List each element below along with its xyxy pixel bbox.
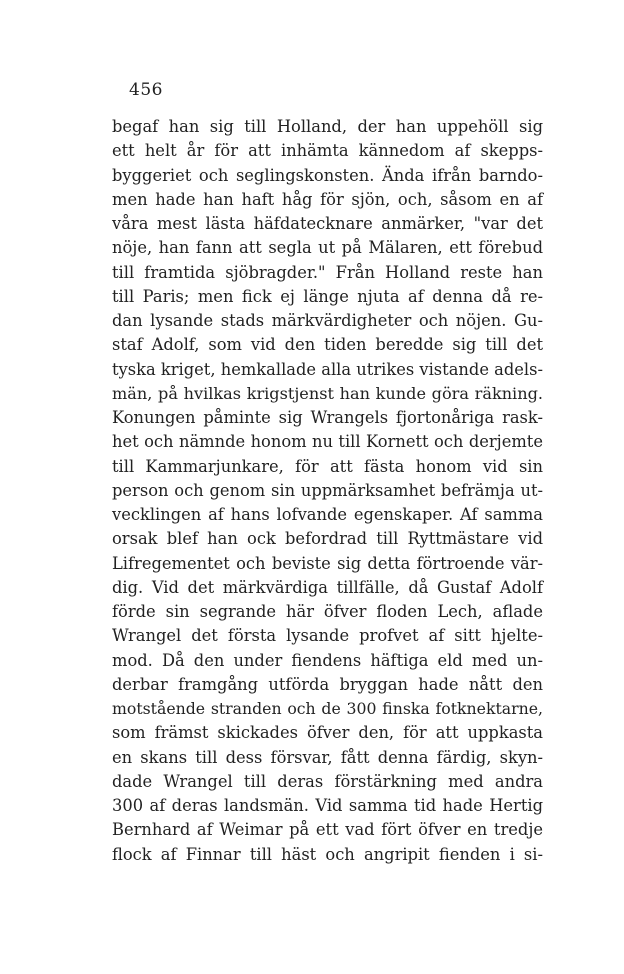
text-line: byggeriet och seglingskonsten. Ända ifrån barndo-	[112, 165, 543, 185]
text-line: dig. Vid det märkvärdiga tillfälle, då Gustaf Adolf	[112, 577, 543, 597]
text-line: begaf han sig till Holland, der han uppehöll sig	[112, 117, 543, 136]
text-line: nöje, han fann att segla ut på Mälaren, ett förebud	[112, 238, 543, 258]
body-text	[112, 115, 543, 867]
text-line: Wrangel det första lysande profvet af sitt hjelte-	[112, 626, 543, 646]
text-line: flock af Finnar till häst och angripit fienden i si-	[112, 844, 543, 864]
text-line: till framtida sjöbragder." Från Holland reste han	[112, 262, 543, 282]
page-number: 456	[129, 80, 163, 100]
text-line: förde sin segrande här öfver floden Lech, aflade	[112, 602, 543, 621]
text-line: Konungen påminte sig Wrangels fjortonåriga rask-	[112, 408, 543, 427]
text-line: Bernhard af Weimar på ett vad fört öfver en tredje	[112, 820, 543, 840]
text-line: ett helt år för att inhämta kännedom af skepps-	[112, 141, 543, 161]
text-line: derbar framgång utförda bryggan hade nått den	[112, 674, 543, 694]
text-line: dan lysande stads märkvärdigheter och nöjen. Gu-	[112, 311, 543, 330]
text-line: het och nämnde honom nu till Kornett och derjemte	[112, 432, 543, 452]
text-line: män, på hvilkas krigstjenst han kunde göra räkning.	[112, 383, 543, 403]
text-line: staf Adolf, som vid den tiden beredde sig till det	[112, 335, 543, 355]
text-line: till Kammarjunkare, för att fästa honom vid sin	[112, 456, 543, 476]
text-line: en skans till dess försvar, fått denna färdig, skyn-	[112, 747, 543, 767]
text-line: till Paris; men fick ej länge njuta af denna då re-	[112, 286, 543, 306]
text-line: dade Wrangel till deras förstärkning med andra	[112, 771, 543, 791]
text-line: tyska kriget, hemkallade alla utrikes vistande adels-	[112, 359, 543, 379]
text-line: vecklingen af hans lofvande egenskaper. Af samma	[112, 505, 543, 524]
text-line: orsak blef han ock befordrad till Ryttmästare vid	[112, 529, 543, 549]
text-line: Lifregementet och beviste sig detta förtroende vär-	[112, 553, 543, 573]
text-line: person och genom sin uppmärksamhet befrämja ut-	[112, 480, 543, 500]
text-line: motstående stranden och de 300 finska fotknektarne,	[112, 699, 543, 718]
text-line: som främst skickades öfver den, för att uppkasta	[112, 723, 543, 743]
text-line: våra mest lästa häfdatecknare anmärker, "var det	[112, 214, 543, 233]
text-line: men hade han haft håg för sjön, och, såsom en af	[112, 189, 543, 209]
text-line: 300 af deras landsmän. Vid samma tid hade Hertig	[112, 796, 543, 815]
text-line: mod. Då den under fiendens häftiga eld med un-	[112, 650, 543, 670]
